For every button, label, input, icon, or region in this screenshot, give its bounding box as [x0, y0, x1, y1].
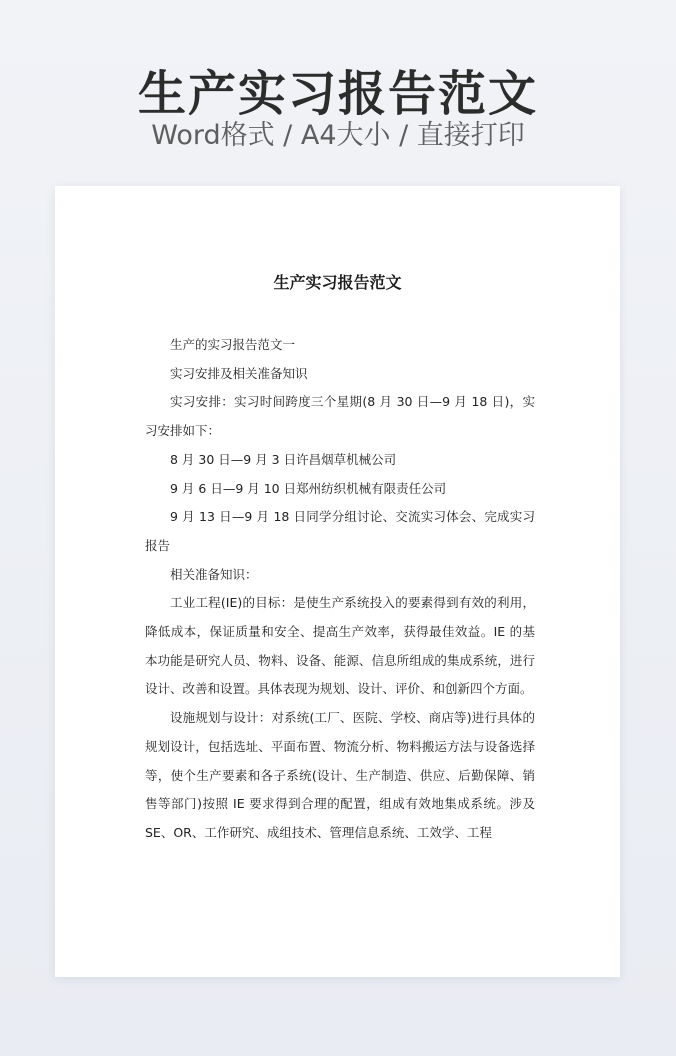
- document-page: [55, 186, 620, 977]
- paragraph: 实习安排及相关准备知识: [170, 365, 308, 381]
- paragraph: 9 月 6 日—9 月 10 日郑州纺织机械有限责任公司: [170, 480, 447, 496]
- paragraph: 相关准备知识：: [170, 566, 258, 582]
- paragraph: 生产的实习报告范文一: [170, 337, 296, 352]
- paragraph: 8 月 30 日—9 月 3 日许昌烟草机械公司: [170, 451, 397, 467]
- paragraph: 9 月 13 日—9 月 18 日同学分组讨论、交流实习体会、完成实习报告: [145, 509, 535, 553]
- paragraph: 设施规划与设计：对系统(工厂、医院、学校、商店等)进行具体的规划设计，包括选址、平面布置、物流分析、物料搬运方法与设备选择等，使个生产要素和各子系统(设计、生产制造、供应、后勤保障、销售等部门)按照 IE 要求得到合理的配置，组成有效地集成系统。涉及 SE、OR、工作研究、成组技术、管理信息系统、工效学、工程: [145, 710, 535, 840]
- document-title: 生产实习报告范文: [273, 273, 402, 292]
- paragraph: 工业工程(IE)的目标：是使生产系统投入的要素得到有效的利用，降低成本，保证质量和安全、提高生产效率，获得最佳效益。IE 的基本功能是研究人员、物料、设备、能源、信息所组成的集成系统，进行设计、改善和设置。具体表现为规划、设计、评价、和创新四个方面。: [145, 595, 535, 697]
- banner-title: 生产实习报告范文: [137, 66, 538, 122]
- document-body: [145, 331, 535, 848]
- banner-subtitle: Word格式 / A4大小 / 直接打印: [151, 120, 525, 151]
- paragraph: 实习安排：实习时间跨度三个星期(8 月 30 日—9 月 18 日)，实习安排如下：: [145, 394, 535, 439]
